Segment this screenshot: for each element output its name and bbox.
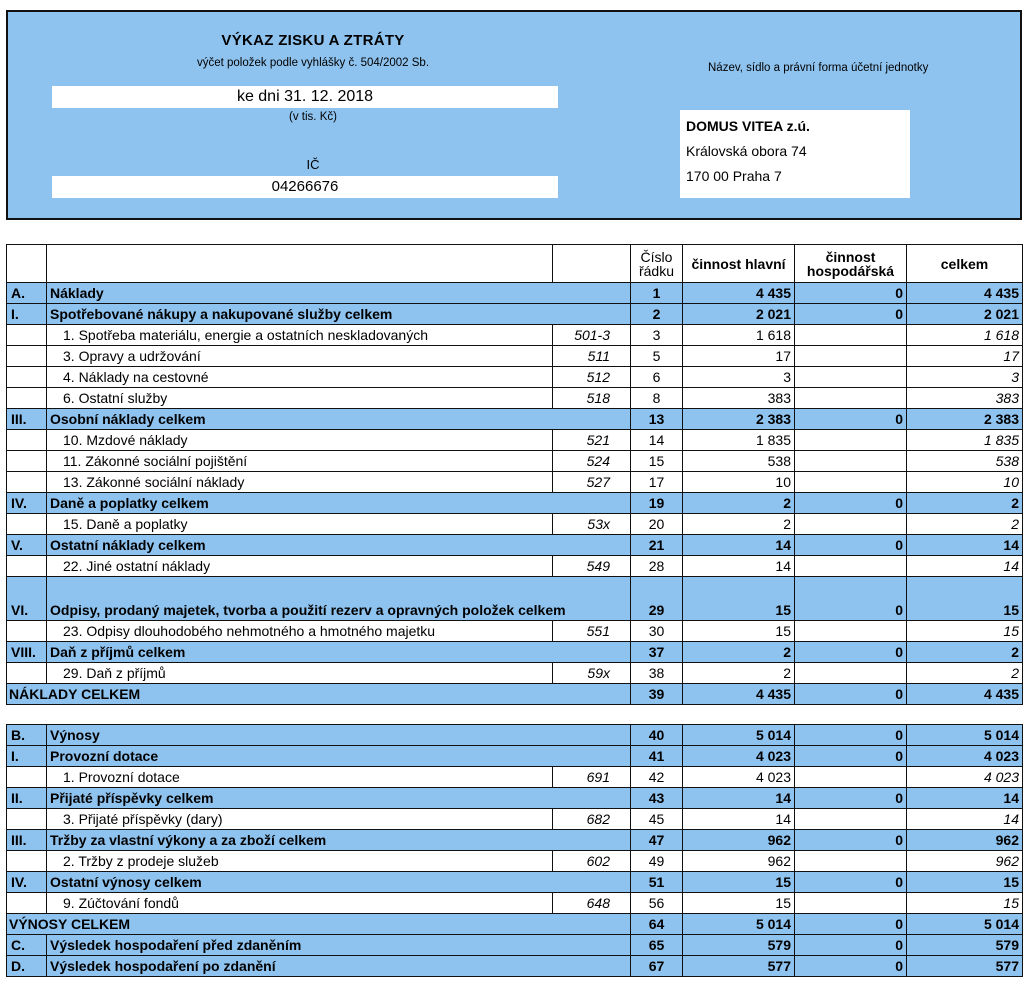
entity-label: Název, sídlo a právní forma účetní jednotky	[708, 62, 929, 74]
section-row	[7, 642, 1023, 663]
item-row	[7, 472, 1023, 493]
item-row	[7, 851, 1023, 872]
main-activity-value: 14	[683, 809, 795, 830]
row-label: Odpisy, prodaný majetek, tvorba a použití rezerv a opravných položek celkem	[47, 577, 631, 621]
economic-activity-value: 0	[795, 725, 907, 746]
row-letter	[7, 893, 47, 914]
row-number: 17	[631, 472, 683, 493]
row-number: 56	[631, 893, 683, 914]
section-row	[7, 283, 1023, 304]
header-economic-activity: činnost hospodářská	[795, 245, 907, 283]
grand-total-label: VÝNOSY CELKEM	[7, 914, 631, 935]
total-value: 383	[907, 388, 1023, 409]
item-row	[7, 451, 1023, 472]
table-header-row	[7, 245, 1023, 283]
item-row	[7, 556, 1023, 577]
entity-city: 170 00 Praha 7	[686, 168, 782, 184]
row-number: 67	[631, 956, 683, 977]
row-label: Ostatní výnosy celkem	[47, 872, 631, 893]
row-number: 38	[631, 663, 683, 684]
total-value: 1 835	[907, 430, 1023, 451]
total-value: 15	[907, 621, 1023, 642]
main-activity-value: 1 618	[683, 325, 795, 346]
total-value: 2	[907, 493, 1023, 514]
economic-activity-value: 0	[795, 914, 907, 935]
row-label: 6. Ostatní služby	[47, 388, 553, 409]
row-letter: I.	[7, 746, 47, 767]
header-main-activity: činnost hlavní	[683, 245, 795, 283]
row-number: 64	[631, 914, 683, 935]
account-number: 511	[553, 346, 631, 367]
economic-activity-value	[795, 388, 907, 409]
row-number: 40	[631, 725, 683, 746]
row-number: 21	[631, 535, 683, 556]
row-label: Výsledek hospodaření po zdanění	[47, 956, 631, 977]
row-letter	[7, 325, 47, 346]
total-value: 1 618	[907, 325, 1023, 346]
main-activity-value: 15	[683, 872, 795, 893]
row-number: 14	[631, 430, 683, 451]
entity-box	[680, 110, 910, 198]
row-letter	[7, 367, 47, 388]
revenues-table	[6, 724, 1023, 977]
account-number: 691	[553, 767, 631, 788]
main-activity-value: 962	[683, 830, 795, 851]
row-letter: B.	[7, 725, 47, 746]
item-row	[7, 809, 1023, 830]
row-letter: II.	[7, 788, 47, 809]
account-number: 53x	[553, 514, 631, 535]
entity-street: Královská obora 74	[686, 143, 807, 159]
row-number: 1	[631, 283, 683, 304]
main-activity-value: 2 021	[683, 304, 795, 325]
economic-activity-value: 0	[795, 872, 907, 893]
economic-activity-value	[795, 514, 907, 535]
item-row	[7, 767, 1023, 788]
section-row	[7, 577, 1023, 621]
total-value: 538	[907, 451, 1023, 472]
row-number: 8	[631, 388, 683, 409]
ic-label: IČ	[306, 157, 320, 172]
row-label: 29. Daň z příjmů	[47, 663, 553, 684]
row-letter: VI.	[7, 577, 47, 621]
main-activity-value: 3	[683, 367, 795, 388]
economic-activity-value: 0	[795, 642, 907, 663]
total-value: 3	[907, 367, 1023, 388]
header-cell-empty	[7, 245, 47, 283]
total-value: 2	[907, 642, 1023, 663]
result-row	[7, 935, 1023, 956]
row-label: Spotřebované nákupy a nakupované služby celkem	[47, 304, 631, 325]
account-number: 524	[553, 451, 631, 472]
main-activity-value: 5 014	[683, 914, 795, 935]
row-number: 15	[631, 451, 683, 472]
section-row	[7, 746, 1023, 767]
row-label: 3. Opravy a udržování	[47, 346, 553, 367]
section-row	[7, 535, 1023, 556]
main-activity-value: 4 023	[683, 767, 795, 788]
header-total: celkem	[907, 245, 1023, 283]
economic-activity-value	[795, 346, 907, 367]
total-value: 4 435	[907, 684, 1023, 705]
row-number: 30	[631, 621, 683, 642]
row-letter	[7, 514, 47, 535]
row-label: 2. Tržby z prodeje služeb	[47, 851, 553, 872]
row-number: 47	[631, 830, 683, 851]
row-label: 4. Náklady na cestovné	[47, 367, 553, 388]
total-value: 14	[907, 809, 1023, 830]
row-letter	[7, 663, 47, 684]
total-value: 579	[907, 935, 1023, 956]
total-value: 962	[907, 851, 1023, 872]
main-activity-value: 5 014	[683, 725, 795, 746]
row-number: 19	[631, 493, 683, 514]
row-label: Výsledek hospodaření před zdaněním	[47, 935, 631, 956]
item-row	[7, 514, 1023, 535]
row-letter: A.	[7, 283, 47, 304]
row-letter: IV.	[7, 872, 47, 893]
row-number: 28	[631, 556, 683, 577]
economic-activity-value	[795, 556, 907, 577]
section-row	[7, 409, 1023, 430]
total-value: 2	[907, 514, 1023, 535]
total-value: 14	[907, 556, 1023, 577]
economic-activity-value	[795, 621, 907, 642]
row-number: 43	[631, 788, 683, 809]
main-activity-value: 383	[683, 388, 795, 409]
row-number: 2	[631, 304, 683, 325]
report-header	[6, 10, 1022, 220]
item-row	[7, 367, 1023, 388]
total-value: 962	[907, 830, 1023, 851]
economic-activity-value	[795, 767, 907, 788]
row-label: Daně a poplatky celkem	[47, 493, 631, 514]
account-number: 59x	[553, 663, 631, 684]
row-letter	[7, 430, 47, 451]
section-row	[7, 788, 1023, 809]
economic-activity-value: 0	[795, 935, 907, 956]
row-letter	[7, 767, 47, 788]
economic-activity-value	[795, 325, 907, 346]
header-row-number: Číslo řádku	[631, 245, 683, 283]
total-value: 5 014	[907, 725, 1023, 746]
row-letter: I.	[7, 304, 47, 325]
header-cell-empty	[47, 245, 553, 283]
economic-activity-value: 0	[795, 304, 907, 325]
row-letter: III.	[7, 830, 47, 851]
row-letter	[7, 621, 47, 642]
row-number: 51	[631, 872, 683, 893]
main-activity-value: 1 835	[683, 430, 795, 451]
result-row	[7, 956, 1023, 977]
total-value: 4 023	[907, 767, 1023, 788]
economic-activity-value: 0	[795, 409, 907, 430]
item-row	[7, 430, 1023, 451]
row-label: 13. Zákonné sociální náklady	[47, 472, 553, 493]
main-activity-value: 17	[683, 346, 795, 367]
row-label: 1. Provozní dotace	[47, 767, 553, 788]
row-letter	[7, 451, 47, 472]
total-value: 17	[907, 346, 1023, 367]
row-label: Daň z příjmů celkem	[47, 642, 631, 663]
row-label: 9. Zúčtování fondů	[47, 893, 553, 914]
row-letter: D.	[7, 956, 47, 977]
row-number: 37	[631, 642, 683, 663]
row-letter	[7, 346, 47, 367]
main-activity-value: 2	[683, 493, 795, 514]
item-row	[7, 346, 1023, 367]
row-label: 3. Přijaté příspěvky (dary)	[47, 809, 553, 830]
row-letter	[7, 472, 47, 493]
row-label: 23. Odpisy dlouhodobého nehmotného a hmotného majetku	[47, 621, 553, 642]
account-number: 501-3	[553, 325, 631, 346]
total-value: 14	[907, 535, 1023, 556]
account-number: 682	[553, 809, 631, 830]
main-activity-value: 4 435	[683, 684, 795, 705]
grand-total-row	[7, 914, 1023, 935]
total-value: 15	[907, 872, 1023, 893]
account-number: 527	[553, 472, 631, 493]
total-value: 14	[907, 788, 1023, 809]
total-value: 2 021	[907, 304, 1023, 325]
row-number: 39	[631, 684, 683, 705]
row-letter: V.	[7, 535, 47, 556]
economic-activity-value	[795, 809, 907, 830]
row-label: 10. Mzdové náklady	[47, 430, 553, 451]
main-activity-value: 10	[683, 472, 795, 493]
total-value: 15	[907, 577, 1023, 621]
row-letter	[7, 851, 47, 872]
row-label: Výnosy	[47, 725, 631, 746]
main-activity-value: 4 435	[683, 283, 795, 304]
economic-activity-value: 0	[795, 830, 907, 851]
account-number: 518	[553, 388, 631, 409]
total-value: 2 383	[907, 409, 1023, 430]
economic-activity-value	[795, 451, 907, 472]
total-value: 4 023	[907, 746, 1023, 767]
row-number: 65	[631, 935, 683, 956]
row-label: 1. Spotřeba materiálu, energie a ostatních neskladovaných	[47, 325, 553, 346]
total-value: 5 014	[907, 914, 1023, 935]
main-activity-value: 538	[683, 451, 795, 472]
main-activity-value: 15	[683, 621, 795, 642]
section-row	[7, 725, 1023, 746]
entity-name: DOMUS VITEA z.ú.	[686, 118, 810, 134]
account-number: 551	[553, 621, 631, 642]
row-letter	[7, 388, 47, 409]
economic-activity-value	[795, 893, 907, 914]
account-number: 521	[553, 430, 631, 451]
row-label: Osobní náklady celkem	[47, 409, 631, 430]
main-activity-value: 14	[683, 556, 795, 577]
account-number: 602	[553, 851, 631, 872]
row-label: 11. Zákonné sociální pojištění	[47, 451, 553, 472]
report-unit: (v tis. Kč)	[289, 111, 337, 123]
economic-activity-value	[795, 430, 907, 451]
row-label: Přijaté příspěvky celkem	[47, 788, 631, 809]
main-activity-value: 15	[683, 577, 795, 621]
economic-activity-value	[795, 663, 907, 684]
main-activity-value: 2 383	[683, 409, 795, 430]
economic-activity-value	[795, 472, 907, 493]
economic-activity-value: 0	[795, 956, 907, 977]
ic-value-field: 04266676	[52, 176, 558, 198]
item-row	[7, 621, 1023, 642]
economic-activity-value: 0	[795, 684, 907, 705]
grand-total-label: NÁKLADY CELKEM	[7, 684, 631, 705]
main-activity-value: 15	[683, 893, 795, 914]
item-row	[7, 388, 1023, 409]
row-label: 15. Daně a poplatky	[47, 514, 553, 535]
economic-activity-value: 0	[795, 577, 907, 621]
main-activity-value: 577	[683, 956, 795, 977]
row-letter: IV.	[7, 493, 47, 514]
row-number: 3	[631, 325, 683, 346]
row-letter: VIII.	[7, 642, 47, 663]
row-label: Tržby za vlastní výkony a za zboží celkem	[47, 830, 631, 851]
economic-activity-value	[795, 851, 907, 872]
main-activity-value: 2	[683, 514, 795, 535]
economic-activity-value: 0	[795, 535, 907, 556]
row-letter	[7, 809, 47, 830]
total-value: 2	[907, 663, 1023, 684]
row-label: 22. Jiné ostatní náklady	[47, 556, 553, 577]
row-letter: III.	[7, 409, 47, 430]
row-number: 42	[631, 767, 683, 788]
main-activity-value: 4 023	[683, 746, 795, 767]
total-value: 577	[907, 956, 1023, 977]
account-number: 549	[553, 556, 631, 577]
section-row	[7, 872, 1023, 893]
row-letter: C.	[7, 935, 47, 956]
row-number: 45	[631, 809, 683, 830]
report-date-field: ke dni 31. 12. 2018	[52, 86, 558, 108]
total-value: 10	[907, 472, 1023, 493]
row-label: Ostatní náklady celkem	[47, 535, 631, 556]
section-row	[7, 304, 1023, 325]
row-number: 20	[631, 514, 683, 535]
row-label: Náklady	[47, 283, 631, 304]
main-activity-value: 14	[683, 535, 795, 556]
main-activity-value: 2	[683, 642, 795, 663]
row-number: 49	[631, 851, 683, 872]
main-activity-value: 579	[683, 935, 795, 956]
costs-table	[6, 244, 1023, 705]
row-number: 41	[631, 746, 683, 767]
economic-activity-value: 0	[795, 788, 907, 809]
account-number: 512	[553, 367, 631, 388]
section-row	[7, 830, 1023, 851]
section-row	[7, 493, 1023, 514]
economic-activity-value: 0	[795, 283, 907, 304]
item-row	[7, 893, 1023, 914]
main-activity-value: 14	[683, 788, 795, 809]
economic-activity-value: 0	[795, 746, 907, 767]
row-number: 29	[631, 577, 683, 621]
economic-activity-value	[795, 367, 907, 388]
account-number: 648	[553, 893, 631, 914]
item-row	[7, 663, 1023, 684]
report-title: VÝKAZ ZISKU A ZTRÁTY	[221, 32, 405, 49]
row-number: 6	[631, 367, 683, 388]
grand-total-row	[7, 684, 1023, 705]
item-row	[7, 325, 1023, 346]
total-value: 15	[907, 893, 1023, 914]
row-number: 13	[631, 409, 683, 430]
main-activity-value: 2	[683, 663, 795, 684]
report-subtitle: výčet položek podle vyhlášky č. 504/2002 Sb.	[196, 57, 430, 69]
economic-activity-value: 0	[795, 493, 907, 514]
header-cell-empty	[553, 245, 631, 283]
row-letter	[7, 556, 47, 577]
total-value: 4 435	[907, 283, 1023, 304]
row-label: Provozní dotace	[47, 746, 631, 767]
main-activity-value: 962	[683, 851, 795, 872]
row-number: 5	[631, 346, 683, 367]
